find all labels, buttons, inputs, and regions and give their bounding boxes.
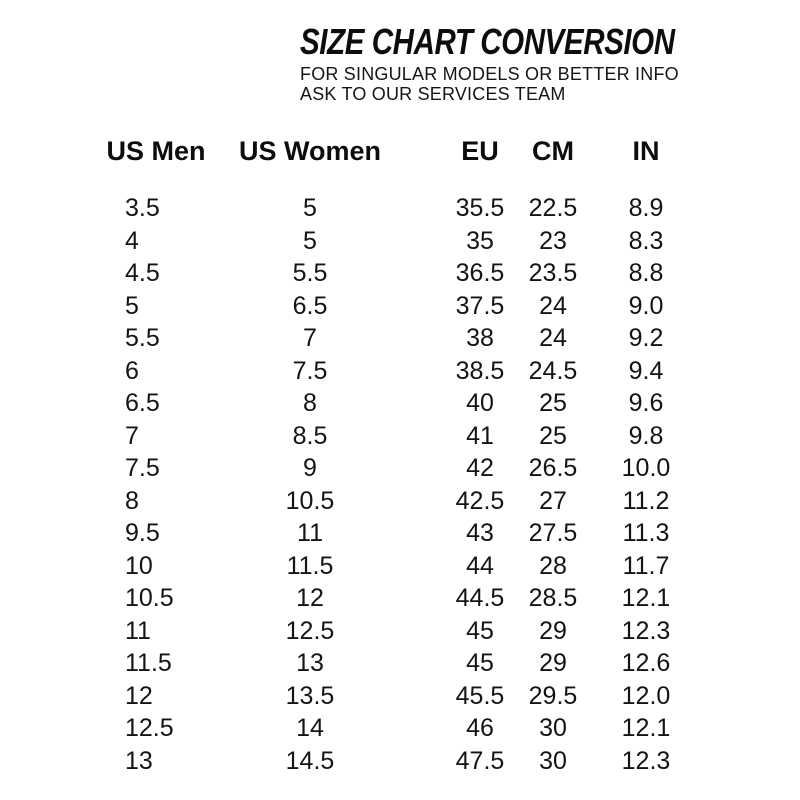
size-cell-us-women: 13 [296,649,324,677]
size-cell-us-women: 12.5 [285,616,335,645]
size-cell-in: 9.6 [628,389,664,417]
size-cell-cm: 28 [539,551,567,580]
column-header-eu: EU [461,136,499,166]
size-cell-cm: 25 [539,421,567,450]
size-cell-in: 9.2 [628,324,664,352]
size-cell-in: 12.3 [621,746,671,775]
size-cell-in: 9.8 [628,421,664,450]
size-cell-cm: 26.5 [528,454,578,482]
size-cell-cm: 30 [539,746,567,775]
size-cell-us-men: 5.5 [125,324,160,352]
size-cell-eu: 37.5 [455,291,505,320]
size-cell-eu: 42.5 [455,486,505,515]
size-cell-cm: 23.5 [528,259,578,287]
size-cell-in: 8.9 [628,194,664,222]
size-cell-us-men: 11.5 [125,649,172,677]
size-cell-eu: 41 [466,421,494,450]
size-cell-us-men: 13 [125,746,153,775]
size-cell-cm: 30 [539,714,567,742]
size-cell-us-men: 10.5 [125,584,174,612]
size-cell-us-women: 14.5 [285,746,335,775]
size-cell-us-women: 7 [303,324,317,352]
size-cell-cm: 24 [539,324,567,352]
column-us-men [100,136,212,777]
column-values-us-women [230,192,390,777]
size-cell-us-men: 7.5 [125,454,160,482]
size-cell-in: 11.2 [622,486,670,515]
size-cell-in: 8.3 [628,226,664,255]
size-cell-us-men: 10 [125,551,153,580]
size-cell-eu: 44.5 [455,584,505,612]
size-cell-us-men: 6 [125,356,139,385]
size-cell-in: 11.3 [622,519,670,547]
size-cell-eu: 36.5 [455,259,505,287]
size-cell-cm: 27 [539,486,567,515]
size-cell-in: 10.0 [621,454,671,482]
size-cell-in: 12.0 [621,681,671,710]
column-values-in [586,192,706,777]
size-cell-eu: 35 [466,226,494,255]
size-cell-eu: 44 [466,551,494,580]
size-cell-eu: 45.5 [455,681,505,710]
size-cell-us-men: 4.5 [125,259,160,287]
size-cell-us-men: 5 [125,291,139,320]
size-cell-us-men: 9.5 [125,519,160,547]
size-cell-us-men: 3.5 [125,194,160,222]
page-title: SIZE CHART CONVERSION [300,21,675,62]
size-cell-in: 11.7 [622,551,670,580]
size-cell-us-men: 6.5 [125,389,160,417]
size-cell-us-women: 11 [297,519,323,547]
size-cell-us-women: 12 [296,584,324,612]
size-cell-us-men: 11 [125,616,151,645]
size-cell-in: 8.8 [628,259,664,287]
column-header-in: IN [632,136,660,166]
size-cell-us-men: 8 [125,486,139,515]
size-cell-cm: 25 [539,389,567,417]
size-cell-in: 9.0 [628,291,664,320]
size-cell-us-women: 8.5 [292,421,328,450]
size-cell-in: 9.4 [628,356,664,385]
size-cell-us-women: 6.5 [292,291,328,320]
column-in [586,136,706,777]
size-cell-us-women: 10.5 [285,486,335,515]
size-cell-cm: 24.5 [528,356,578,385]
size-cell-cm: 23 [539,226,567,255]
subtitle-line-1: FOR SINGULAR MODELS OR BETTER INFO [300,64,679,84]
size-cell-in: 12.1 [621,584,671,612]
size-cell-eu: 45 [466,649,494,677]
size-cell-cm: 29 [539,616,567,645]
size-cell-cm: 24 [539,291,567,320]
size-cell-eu: 40 [466,389,494,417]
size-cell-eu: 47.5 [455,746,505,775]
size-cell-us-men: 4 [125,226,139,255]
size-cell-cm: 29.5 [528,681,578,710]
size-cell-us-women: 13.5 [285,681,335,710]
size-cell-eu: 38 [466,324,494,352]
subtitle-line-2: ASK TO OUR SERVICES TEAM [300,83,566,104]
size-cell-cm: 22.5 [528,194,578,222]
column-header-cm: CM [532,136,574,166]
column-header-us-men: US Men [106,136,206,166]
size-cell-us-women: 9 [303,454,317,482]
size-cell-in: 12.3 [621,616,671,645]
size-cell-us-men: 7 [125,421,139,450]
size-cell-us-women: 5 [303,194,317,222]
size-cell-us-women: 5.5 [292,259,328,287]
size-cell-eu: 35.5 [455,194,505,222]
size-cell-cm: 28.5 [528,584,578,612]
size-cell-us-women: 7.5 [292,356,328,385]
size-cell-us-women: 14 [296,714,324,742]
size-cell-in: 12.1 [621,714,671,742]
size-cell-us-women: 8 [303,389,317,417]
size-cell-us-men: 12 [125,681,153,710]
size-cell-eu: 42 [466,454,494,482]
size-cell-eu: 45 [466,616,494,645]
size-cell-cm: 27.5 [528,519,578,547]
size-cell-in: 12.6 [621,649,671,677]
column-header-us-women: US Women [238,136,381,166]
size-cell-eu: 46 [466,714,494,742]
size-cell-cm: 29 [539,649,567,677]
column-us-women [230,136,390,777]
size-cell-us-women: 5 [303,226,317,255]
size-cell-us-women: 11.5 [286,551,334,580]
size-cell-eu: 43 [466,519,494,547]
column-values-us-men [100,192,212,777]
size-cell-us-men: 12.5 [125,714,174,742]
size-cell-eu: 38.5 [455,356,505,385]
